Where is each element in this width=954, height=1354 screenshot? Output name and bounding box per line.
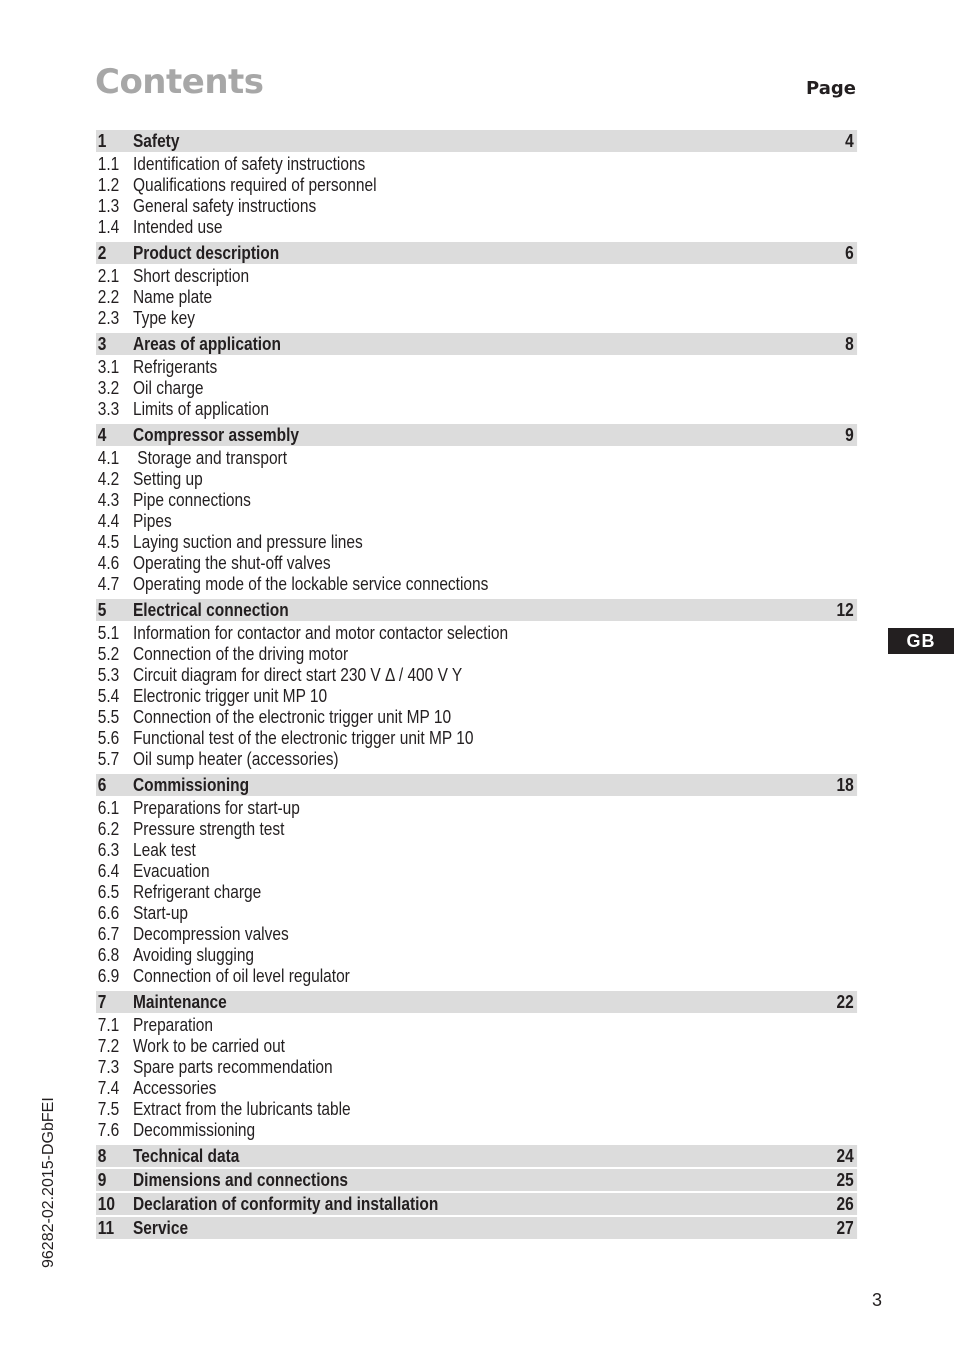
toc-subsection-row[interactable] <box>96 686 857 707</box>
toc-subsection-row[interactable] <box>96 924 857 945</box>
section-page: 6 <box>845 242 854 263</box>
subsection-title: Decommissioning <box>132 1120 256 1140</box>
subsection-number: 4.4 <box>97 511 120 531</box>
toc-section-row[interactable] <box>96 1217 857 1239</box>
subsection-title: Electronic trigger unit MP 10 <box>132 686 328 706</box>
toc-subsection-row[interactable] <box>96 448 857 469</box>
toc-subsection-row[interactable] <box>96 1078 857 1099</box>
subsection-number: 5.2 <box>97 644 120 664</box>
subsection-number: 4.3 <box>97 490 120 510</box>
subsection-title: Connection of oil level regulator <box>132 966 350 986</box>
section-title: Commissioning <box>132 774 250 795</box>
toc-subsection-row[interactable] <box>96 511 857 532</box>
subsection-number: 6.2 <box>97 819 120 839</box>
section-page: 25 <box>836 1169 854 1190</box>
section-number: 11 <box>97 1217 115 1238</box>
subsection-number: 7.5 <box>97 1099 120 1119</box>
toc-subsection-list <box>96 152 857 240</box>
subsection-title: Start-up <box>132 903 189 923</box>
subsection-title: Connection of the electronic trigger unit MP 10 <box>132 707 452 727</box>
subsection-title: Laying suction and pressure lines <box>132 532 363 552</box>
toc-subsection-row[interactable] <box>96 1036 857 1057</box>
toc-section-row[interactable] <box>96 333 857 355</box>
section-page: 12 <box>836 599 854 620</box>
toc-subsection-row[interactable] <box>96 728 857 749</box>
subsection-number: 4.2 <box>97 469 120 489</box>
section-title: Safety <box>132 130 180 151</box>
subsection-title: Pipe connections <box>132 490 251 510</box>
subsection-number: 1.1 <box>97 154 120 174</box>
subsection-title: Refrigerants <box>132 357 218 377</box>
toc-subsection-row[interactable] <box>96 623 857 644</box>
toc-section-row[interactable] <box>96 130 857 152</box>
subsection-title: Name plate <box>132 287 213 307</box>
subsection-number: 7.1 <box>97 1015 120 1035</box>
subsection-title: Type key <box>132 308 195 328</box>
toc-subsection-row[interactable] <box>96 287 857 308</box>
subsection-number: 7.2 <box>97 1036 120 1056</box>
subsection-number: 3.1 <box>97 357 120 377</box>
subsection-title: Storage and transport <box>132 448 288 468</box>
section-number: 9 <box>97 1169 107 1190</box>
toc-section-row[interactable] <box>96 1169 857 1191</box>
toc-subsection-row[interactable] <box>96 308 857 329</box>
subsection-title: Operating the shut-off valves <box>132 553 331 573</box>
section-page: 22 <box>836 991 854 1012</box>
section-number: 10 <box>97 1193 115 1214</box>
toc-subsection-row[interactable] <box>96 819 857 840</box>
subsection-title: Intended use <box>132 217 223 237</box>
toc-subsection-row[interactable] <box>96 378 857 399</box>
subsection-number: 2.3 <box>97 308 120 328</box>
toc-subsection-list <box>96 446 857 597</box>
toc-subsection-row[interactable] <box>96 644 857 665</box>
section-title: Declaration of conformity and installation <box>132 1193 439 1214</box>
subsection-title: Connection of the driving motor <box>132 644 349 664</box>
subsection-title: Identification of safety instructions <box>132 154 366 174</box>
subsection-title: Pressure strength test <box>132 819 285 839</box>
toc-subsection-row[interactable] <box>96 1057 857 1078</box>
section-number: 7 <box>97 991 107 1012</box>
subsection-title: Limits of application <box>132 399 269 419</box>
subsection-title: Setting up <box>132 469 203 489</box>
toc-subsection-row[interactable] <box>96 553 857 574</box>
subsection-title: Leak test <box>132 840 196 860</box>
subsection-title: Decompression valves <box>132 924 289 944</box>
toc-subsection-row[interactable] <box>96 266 857 287</box>
subsection-number: 6.6 <box>97 903 120 923</box>
toc-subsection-row[interactable] <box>96 707 857 728</box>
toc-subsection-list <box>96 264 857 331</box>
section-number: 3 <box>97 333 107 354</box>
subsection-number: 1.4 <box>97 217 120 237</box>
subsection-number: 7.4 <box>97 1078 120 1098</box>
section-title: Areas of application <box>132 333 281 354</box>
subsection-title: Functional test of the electronic trigger unit MP 10 <box>132 728 474 748</box>
toc-subsection-row[interactable] <box>96 861 857 882</box>
subsection-title: Operating mode of the lockable service connections <box>132 574 489 594</box>
subsection-number: 6.9 <box>97 966 120 986</box>
toc-subsection-row[interactable] <box>96 840 857 861</box>
language-tab: GB <box>888 628 954 654</box>
subsection-title: Preparation <box>132 1015 214 1035</box>
toc-subsection-row[interactable] <box>96 966 857 987</box>
subsection-title: Accessories <box>132 1078 217 1098</box>
subsection-title: Refrigerant charge <box>132 882 262 902</box>
subsection-number: 5.4 <box>97 686 120 706</box>
section-title: Compressor assembly <box>132 424 300 445</box>
toc-section-row[interactable] <box>96 599 857 621</box>
toc-subsection-row[interactable] <box>96 490 857 511</box>
section-page: 9 <box>845 424 854 445</box>
subsection-number: 5.6 <box>97 728 120 748</box>
subsection-number: 4.1 <box>97 448 120 468</box>
subsection-number: 6.3 <box>97 840 120 860</box>
subsection-title: Short description <box>132 266 250 286</box>
table-of-contents <box>96 128 857 1239</box>
subsection-title: Circuit diagram for direct start 230 V Δ / 400 V Y <box>132 665 463 685</box>
section-page: 26 <box>836 1193 854 1214</box>
subsection-title: General safety instructions <box>132 196 317 216</box>
toc-subsection-row[interactable] <box>96 469 857 490</box>
subsection-number: 7.6 <box>97 1120 120 1140</box>
section-title: Product description <box>132 242 280 263</box>
subsection-title: Spare parts recommendation <box>132 1057 333 1077</box>
section-title: Electrical connection <box>132 599 289 620</box>
toc-subsection-row[interactable] <box>96 399 857 420</box>
page-column-header: Page <box>806 78 856 99</box>
toc-subsection-list <box>96 355 857 422</box>
subsection-title: Avoiding slugging <box>132 945 255 965</box>
toc-section-row[interactable] <box>96 242 857 264</box>
subsection-title: Oil charge <box>132 378 204 398</box>
section-number: 6 <box>97 774 107 795</box>
section-page: 4 <box>845 130 854 151</box>
toc-subsection-list <box>96 621 857 772</box>
subsection-number: 5.3 <box>97 665 120 685</box>
subsection-title: Work to be carried out <box>132 1036 285 1056</box>
toc-subsection-row[interactable] <box>96 1015 857 1036</box>
subsection-title: Evacuation <box>132 861 210 881</box>
toc-subsection-row[interactable] <box>96 532 857 553</box>
subsection-number: 6.1 <box>97 798 120 818</box>
subsection-title: Qualifications required of personnel <box>132 175 377 195</box>
subsection-number: 4.5 <box>97 532 120 552</box>
subsection-number: 5.5 <box>97 707 120 727</box>
toc-section-row[interactable] <box>96 424 857 446</box>
subsection-number: 4.7 <box>97 574 120 594</box>
toc-subsection-row[interactable] <box>96 175 857 196</box>
toc-subsection-row[interactable] <box>96 798 857 819</box>
section-title: Dimensions and connections <box>132 1169 349 1190</box>
toc-subsection-row[interactable] <box>96 154 857 175</box>
subsection-number: 5.1 <box>97 623 120 643</box>
toc-subsection-row[interactable] <box>96 574 857 595</box>
subsection-title: Pipes <box>132 511 172 531</box>
section-page: 24 <box>836 1145 854 1166</box>
section-number: 4 <box>97 424 107 445</box>
toc-subsection-row[interactable] <box>96 357 857 378</box>
subsection-number: 3.3 <box>97 399 120 419</box>
toc-subsection-list <box>96 796 857 989</box>
subsection-number: 5.7 <box>97 749 120 769</box>
section-page: 8 <box>845 333 854 354</box>
toc-section-row[interactable] <box>96 1145 857 1167</box>
subsection-number: 4.6 <box>97 553 120 573</box>
subsection-number: 2.2 <box>97 287 120 307</box>
subsection-number: 6.5 <box>97 882 120 902</box>
section-title: Maintenance <box>132 991 227 1012</box>
subsection-number: 3.2 <box>97 378 120 398</box>
toc-subsection-row[interactable] <box>96 882 857 903</box>
toc-section-row[interactable] <box>96 774 857 796</box>
toc-section-row[interactable] <box>96 1193 857 1215</box>
section-number: 8 <box>97 1145 107 1166</box>
subsection-number: 1.3 <box>97 196 120 216</box>
subsection-number: 1.2 <box>97 175 120 195</box>
toc-subsection-row[interactable] <box>96 749 857 770</box>
toc-subsection-row[interactable] <box>96 903 857 924</box>
page-title: Contents <box>95 62 264 102</box>
section-page: 27 <box>836 1217 854 1238</box>
subsection-number: 6.4 <box>97 861 120 881</box>
subsection-title: Information for contactor and motor contactor selection <box>132 623 509 643</box>
toc-subsection-list <box>96 1013 857 1143</box>
subsection-number: 6.8 <box>97 945 120 965</box>
section-number: 1 <box>97 130 107 151</box>
toc-section-row[interactable] <box>96 991 857 1013</box>
subsection-title: Oil sump heater (accessories) <box>132 749 339 769</box>
toc-subsection-row[interactable] <box>96 217 857 238</box>
section-page: 18 <box>836 774 854 795</box>
subsection-title: Preparations for start-up <box>132 798 300 818</box>
toc-subsection-row[interactable] <box>96 945 857 966</box>
section-title: Technical data <box>132 1145 240 1166</box>
subsection-number: 7.3 <box>97 1057 120 1077</box>
subsection-number: 2.1 <box>97 266 120 286</box>
toc-subsection-row[interactable] <box>96 665 857 686</box>
toc-subsection-row[interactable] <box>96 1099 857 1120</box>
subsection-number: 6.7 <box>97 924 120 944</box>
page-number: 3 <box>871 1290 882 1310</box>
section-title: Service <box>132 1217 189 1238</box>
document-code: 96282-02.2015-DGbFEI <box>40 1097 57 1268</box>
subsection-title: Extract from the lubricants table <box>132 1099 351 1119</box>
section-number: 2 <box>97 242 107 263</box>
toc-subsection-row[interactable] <box>96 1120 857 1141</box>
toc-subsection-row[interactable] <box>96 196 857 217</box>
section-number: 5 <box>97 599 107 620</box>
